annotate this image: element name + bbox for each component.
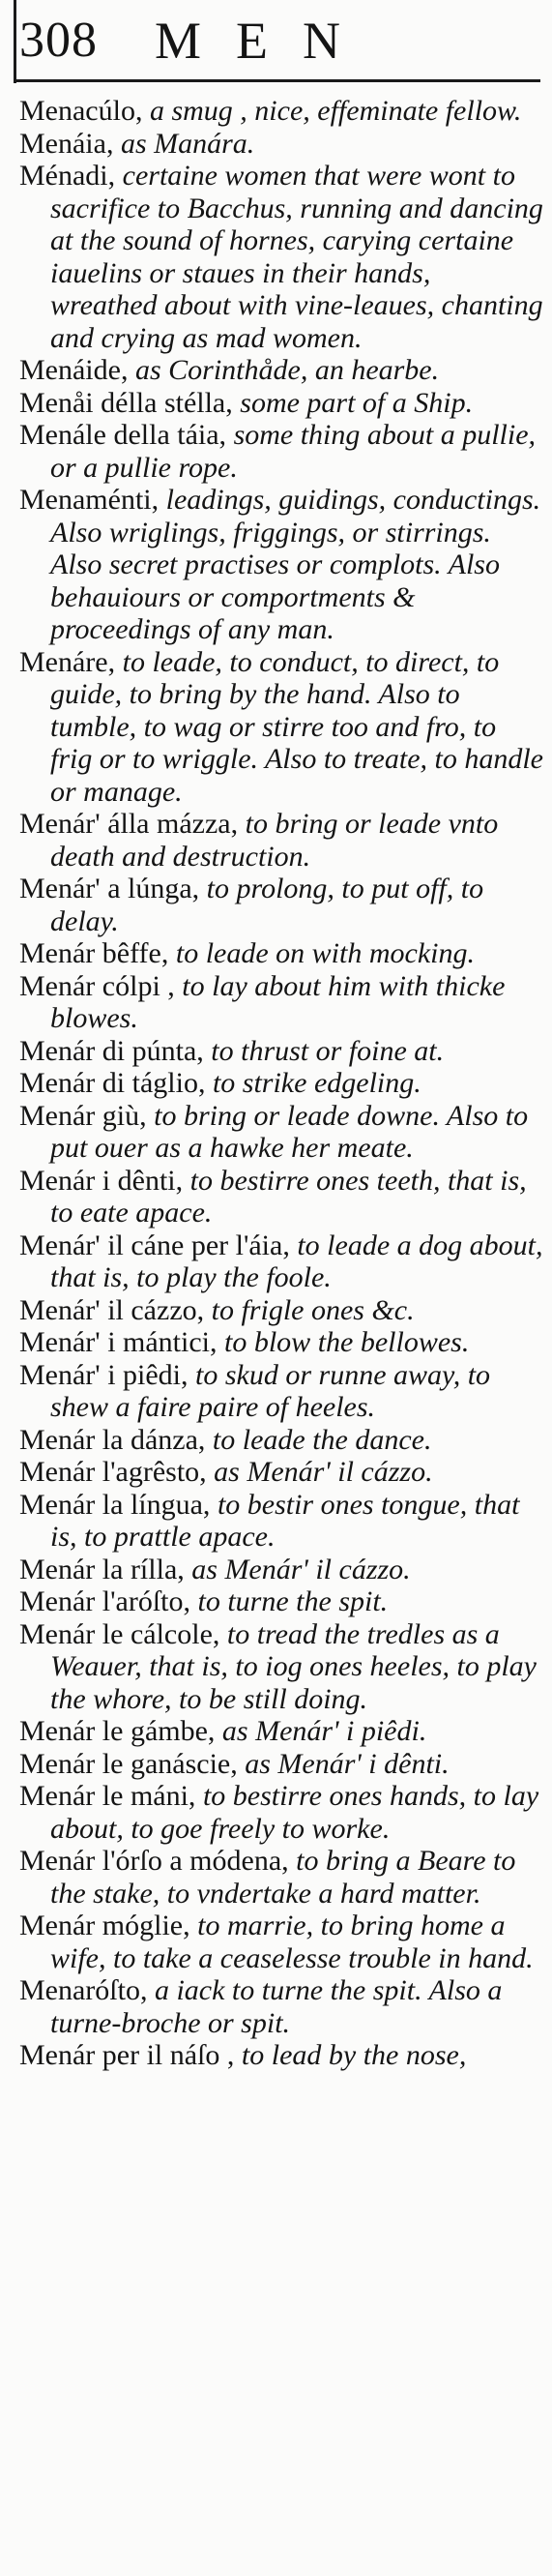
entry-definition: a iack to turne the spit. Also a turne-broche or spit.	[50, 1974, 503, 2039]
entry-definition: to bring or leade downe. Also to put ouer as a hawke her meate.	[50, 1099, 529, 1164]
page-header	[0, 0, 552, 89]
dictionary-entry	[19, 419, 543, 484]
entry-definition: leadings, guidings, conductings. Also wriglings, friggings, or stirrings. Also secret practises or complots. Also behauiours or comportments & proceedings of any man.	[50, 484, 541, 645]
entry-definition: some part of a Ship.	[232, 386, 474, 419]
dictionary-entry	[19, 1456, 543, 1489]
entry-headword: Menár l'órſo a módena,	[19, 1845, 289, 1877]
entry-headword: Menár giù,	[19, 1099, 147, 1132]
header-bottom-rule	[14, 79, 540, 82]
entry-definition: to tread the tredles as a Weauer, that is, to iog ones heeles, to play the whore, to be still doing.	[50, 1617, 537, 1715]
entry-headword: Menár cólpi ,	[19, 969, 175, 1002]
entry-definition: as Menár' i dênti.	[237, 1747, 450, 1780]
dictionary-entry	[19, 160, 543, 354]
entry-definition: to frigle ones &c.	[204, 1293, 415, 1326]
entry-definition: as Menár' il cázzo.	[206, 1456, 433, 1488]
entry-headword: Menár le ganáscie,	[19, 1747, 238, 1780]
entry-headword: Menár le cálcole,	[19, 1617, 220, 1650]
entry-definition: a smug , nice, effeminate fellow.	[142, 95, 522, 127]
entry-definition: to thrust or foine at.	[203, 1034, 445, 1067]
entry-headword: Menáia,	[19, 127, 114, 160]
entry-definition: to leade on with mocking.	[168, 937, 475, 969]
entry-headword: Menár' il cáne per l'áia,	[19, 1229, 290, 1261]
entry-definition: to leade, to conduct, to direct, to guide, to bring by the hand. Also to tumble, to wag or stirre too and fro, to frig or to wriggle. Also to treate, to handle or manage.	[50, 645, 543, 808]
dictionary-entry	[19, 1780, 543, 1845]
entry-headword: Menár la dánza,	[19, 1423, 206, 1456]
dictionary-entry	[19, 646, 543, 809]
entry-headword: Menár' il cázzo,	[19, 1293, 205, 1326]
entry-headword: Menár i dênti,	[19, 1164, 184, 1197]
entry-definition: to prolong, to put off, to delay.	[50, 873, 484, 937]
entry-headword: Menár le máni,	[19, 1780, 196, 1812]
entry-definition: to lay about him with thicke blowes.	[50, 969, 506, 1034]
entry-definition: to turne the spit.	[190, 1585, 389, 1617]
entry-definition: some thing about a pullie, or a pullie rope.	[50, 419, 537, 484]
dictionary-entry	[19, 354, 543, 387]
dictionary-entry	[19, 1554, 543, 1586]
dictionary-entry	[19, 937, 543, 970]
entry-definition: as Manára.	[113, 127, 255, 160]
entry-definition: to skud or runne away, to shew a faire paire of heeles.	[50, 1358, 491, 1423]
dictionary-entry	[19, 1100, 543, 1165]
entry-column	[19, 95, 543, 2072]
entry-definition: to leade a dog about, that is, to play the foole.	[50, 1229, 543, 1293]
dictionary-entry	[19, 1035, 543, 1068]
entry-headword: Menacúlo,	[19, 95, 143, 127]
entry-definition: to bring a Beare to the stake, to vndertake a hard matter.	[50, 1845, 516, 1910]
entry-headword: Menár per il náſo ,	[19, 2039, 235, 2071]
entry-headword: Menár le gámbe,	[19, 1715, 216, 1747]
entry-headword: Menár' i mántici,	[19, 1326, 218, 1358]
entry-headword: Menár l'agrêsto,	[19, 1456, 207, 1488]
entry-definition: to strike edgeling.	[205, 1067, 421, 1099]
dictionary-entry	[19, 2039, 543, 2072]
entry-headword: Menár la rílla,	[19, 1553, 185, 1585]
dictionary-entry	[19, 1845, 543, 1910]
dictionary-entry	[19, 1067, 543, 1100]
header-left-rule	[14, 0, 16, 83]
entry-headword: Ménadi,	[19, 160, 116, 192]
dictionary-entry	[19, 1165, 543, 1229]
entry-headword: Menár' álla mázza,	[19, 808, 239, 840]
dictionary-entry	[19, 128, 543, 161]
dictionary-entry	[19, 1748, 543, 1781]
entry-definition: to marrie, to bring home a wife, to take a ceaselesse trouble in hand.	[50, 1910, 534, 1974]
running-head: MEN	[155, 12, 375, 70]
entry-headword: Menaróſto,	[19, 1974, 148, 2006]
entry-definition: as Menár' il cázzo.	[184, 1553, 411, 1585]
entry-definition: as Menár' i piêdi.	[215, 1715, 427, 1747]
dictionary-entry	[19, 1618, 543, 1716]
dictionary-entry	[19, 95, 543, 128]
dictionary-entry	[19, 1489, 543, 1554]
dictionary-entry	[19, 1424, 543, 1457]
dictionary-entry	[19, 387, 543, 420]
dictionary-entry	[19, 1974, 543, 2039]
entry-headword: Menáre,	[19, 645, 116, 678]
entry-headword: Menár' i piêdi,	[19, 1358, 189, 1391]
entry-headword: Menár di púnta,	[19, 1034, 204, 1067]
dictionary-entry	[19, 808, 543, 873]
dictionary-entry	[19, 484, 543, 646]
entry-headword: Menaménti,	[19, 484, 160, 516]
dictionary-entry	[19, 1585, 543, 1618]
dictionary-entry	[19, 1910, 543, 1974]
dictionary-entry	[19, 970, 543, 1035]
entry-headword: Menár l'aróſto,	[19, 1585, 191, 1617]
entry-definition: certaine women that were wont to sacrifice to Bacchus, running and dancing at the sound of hornes, carying certaine iauelins or staues in their hands, wreathed about with vine-leaues, chanting and crying as mad women.	[50, 160, 543, 354]
dictionary-entry	[19, 1326, 543, 1359]
page-number: 308	[19, 13, 98, 68]
entry-headword: Menále della táia,	[19, 419, 227, 451]
dictionary-entry	[19, 1359, 543, 1424]
entry-definition: to lead by the nose,	[234, 2039, 467, 2071]
entry-definition: to bestir ones tongue, that is, to prattle apace.	[50, 1488, 520, 1553]
entry-headword: Menár la língua,	[19, 1488, 211, 1521]
entry-definition: to bring or leade vnto death and destruction.	[50, 808, 499, 873]
dictionary-entry	[19, 1294, 543, 1327]
dictionary-entry	[19, 873, 543, 937]
entry-definition: to blow the bellowes.	[217, 1326, 470, 1358]
entry-headword: Menár di táglio,	[19, 1067, 206, 1099]
dictionary-entry	[19, 1715, 543, 1748]
dictionary-entry	[19, 1229, 543, 1294]
entry-headword: Menáide,	[19, 354, 129, 386]
entry-headword: Menåi délla stélla,	[19, 386, 233, 419]
entry-headword: Menár móglie,	[19, 1910, 190, 1941]
entry-definition: to bestirre ones hands, to lay about, to goe freely to worke.	[50, 1780, 539, 1845]
entry-definition: as Corinthåde, an hearbe.	[128, 354, 440, 386]
entry-headword: Menár bêffe,	[19, 937, 169, 969]
entry-definition: to leade the dance.	[205, 1423, 432, 1456]
entry-definition: to bestirre ones teeth, that is, to eate apace.	[50, 1164, 527, 1229]
entry-headword: Menár' a lúnga,	[19, 873, 200, 904]
